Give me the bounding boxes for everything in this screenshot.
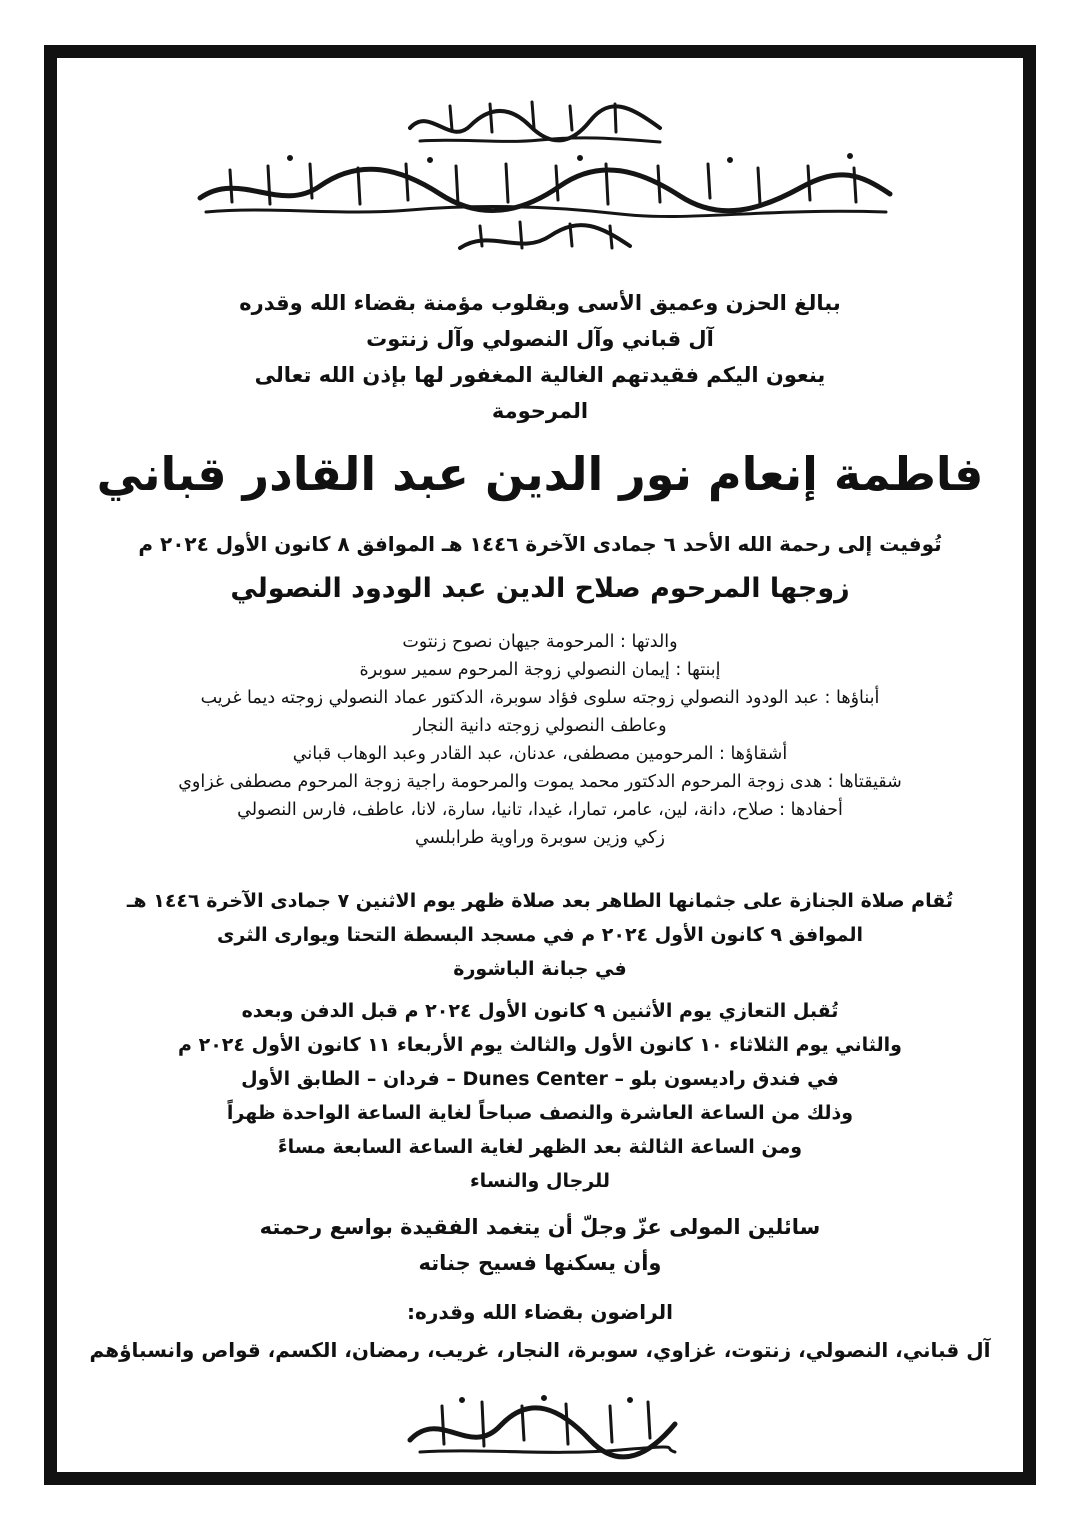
sisters-line: شقيقتاها : هدى زوجة المرحوم الدكتور محمد يموت والمرحومة راجية زوجة المرحوم مصطفى غزاوي bbox=[178, 772, 902, 792]
closing-families: آل قباني، النصولي، زنتوت، غزاوي، سوبرة، النجار، غريب، رمضان، الكسم، قواص وانسباؤهم bbox=[89, 1338, 991, 1362]
footer-calligraphy bbox=[57, 1388, 1023, 1468]
quran-verse-calligraphy bbox=[57, 86, 1023, 258]
death-date-line: تُوفيت إلى رحمة الله الأحد ٦ جمادى الآخرة ١٤٤٦ هـ الموافق ٨ كانون الأول ٢٠٢٤ م bbox=[138, 532, 942, 556]
obituary-content bbox=[57, 58, 1023, 1472]
funeral-line-1: تُقام صلاة الجنازة على جثمانها الطاهر بعد صلاة ظهر يوم الاثنين ٧ جمادى الآخرة ١٤٤٦ هـ bbox=[126, 890, 954, 912]
condolences-line-2: والثاني يوم الثلاثاء ١٠ كانون الأول والثالث يوم الأربعاء ١١ كانون الأول ٢٠٢٤ م bbox=[178, 1034, 902, 1056]
condolences-line-4: وذلك من الساعة العاشرة والنصف صباحاً لغاية الساعة الواحدة ظهراً bbox=[226, 1102, 854, 1124]
brothers-line: أشقاؤها : المرحومين مصطفى، عدنان، عبد القادر وعبد الوهاب قباني bbox=[292, 744, 788, 764]
husband-line: زوجها المرحوم صلاح الدين عبد الودود النصولي bbox=[230, 573, 850, 604]
mother-line: والدتها : المرحومة جيهان نصوح زنتوت bbox=[402, 632, 678, 652]
condolences-line-5: ومن الساعة الثالثة بعد الظهر لغاية الساعة السابعة مساءً bbox=[277, 1136, 803, 1158]
funeral-line-3: في جبانة الباشورة bbox=[453, 958, 627, 980]
daughter-line: إبنتها : إيمان النصولي زوجة المرحوم سمير سوبرة bbox=[359, 660, 721, 680]
page-border-frame bbox=[44, 45, 1036, 1485]
announce-line: ينعون اليكم فقيدتهم الغالية المغفور لها بإذن الله تعالى bbox=[254, 363, 826, 387]
sons-line-1: أبناؤها : عبد الودود النصولي زوجته سلوى فؤاد سوبرة، الدكتور عماد النصولي زوجته ديما غريب bbox=[200, 688, 880, 708]
opening-line: ببالغ الحزن وعميق الأسى وبقلوب مؤمنة بقضاء الله وقدره bbox=[239, 291, 841, 315]
deceased-name: فاطمة إنعام نور الدين عبد القادر قباني bbox=[96, 447, 984, 501]
sons-line-2: وعاطف النصولي زوجته دانية النجار bbox=[413, 716, 667, 736]
grandchildren-line-2: زكي وزين سوبرة وراوية طرابلسي bbox=[415, 828, 665, 848]
condolences-line-6: للرجال والنساء bbox=[469, 1170, 611, 1192]
footer-calligraphy-graphic bbox=[390, 1388, 690, 1468]
prayer-line-2: وأن يسكنها فسيح جناته bbox=[418, 1251, 662, 1275]
condolences-line-1: تُقبل التعازي يوم الأثنين ٩ كانون الأول ٢٠٢٤ م قبل الدفن وبعده bbox=[241, 1000, 839, 1022]
closing-heading: الراضون بقضاء الله وقدره: bbox=[407, 1300, 673, 1324]
calligraphy-header-graphic bbox=[160, 86, 920, 258]
families-line: آل قباني وآل النصولي وآل زنتوت bbox=[366, 327, 714, 351]
funeral-line-2: الموافق ٩ كانون الأول ٢٠٢٤ م في مسجد البسطة التحتا ويوارى الثرى bbox=[216, 924, 864, 946]
deceased-title: المرحومة bbox=[491, 399, 589, 423]
grandchildren-line-1: أحفادها : صلاح، دانة، لين، عامر، تمارا، غيدا، تانيا، سارة، لانا، عاطف، فارس النصولي bbox=[237, 800, 843, 820]
prayer-line-1: سائلين المولى عزّ وجلّ أن يتغمد الفقيدة بواسع رحمته bbox=[259, 1215, 821, 1239]
condolences-line-3: في فندق راديسون بلو – Dunes Center – فردان – الطابق الأول bbox=[241, 1068, 839, 1090]
